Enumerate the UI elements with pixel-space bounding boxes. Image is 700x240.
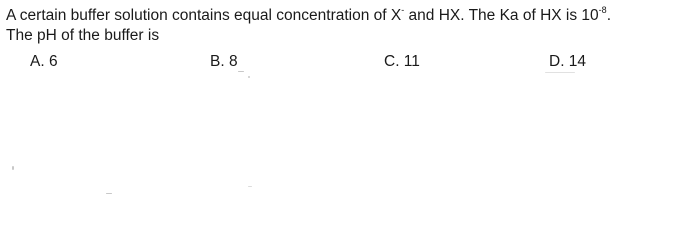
question-line-1 — [6, 6, 696, 26]
question-line-2: The pH of the buffer is — [6, 27, 160, 44]
option-d[interactable]: D. 14 — [549, 53, 587, 70]
scan-artifact — [545, 72, 575, 73]
scan-artifact — [106, 193, 112, 194]
anion-charge-superscript: - — [401, 5, 405, 15]
option-b[interactable]: B. 8 — [210, 53, 238, 70]
option-a[interactable]: A. 6 — [30, 53, 58, 70]
question-line-1-start: A certain buffer solution contains equal concentration of X — [6, 7, 402, 24]
scan-artifact — [248, 186, 252, 187]
question-line-1-end: . — [606, 7, 611, 24]
question-text — [6, 6, 696, 46]
option-c[interactable]: C. 11 — [384, 53, 420, 70]
question-line-1-middle: and HX. The Ka of HX is 10 — [404, 7, 599, 24]
scan-artifact — [12, 166, 14, 170]
ka-exponent-superscript: -8 — [598, 5, 607, 15]
scan-artifact — [248, 76, 250, 78]
scan-artifact — [238, 71, 244, 72]
